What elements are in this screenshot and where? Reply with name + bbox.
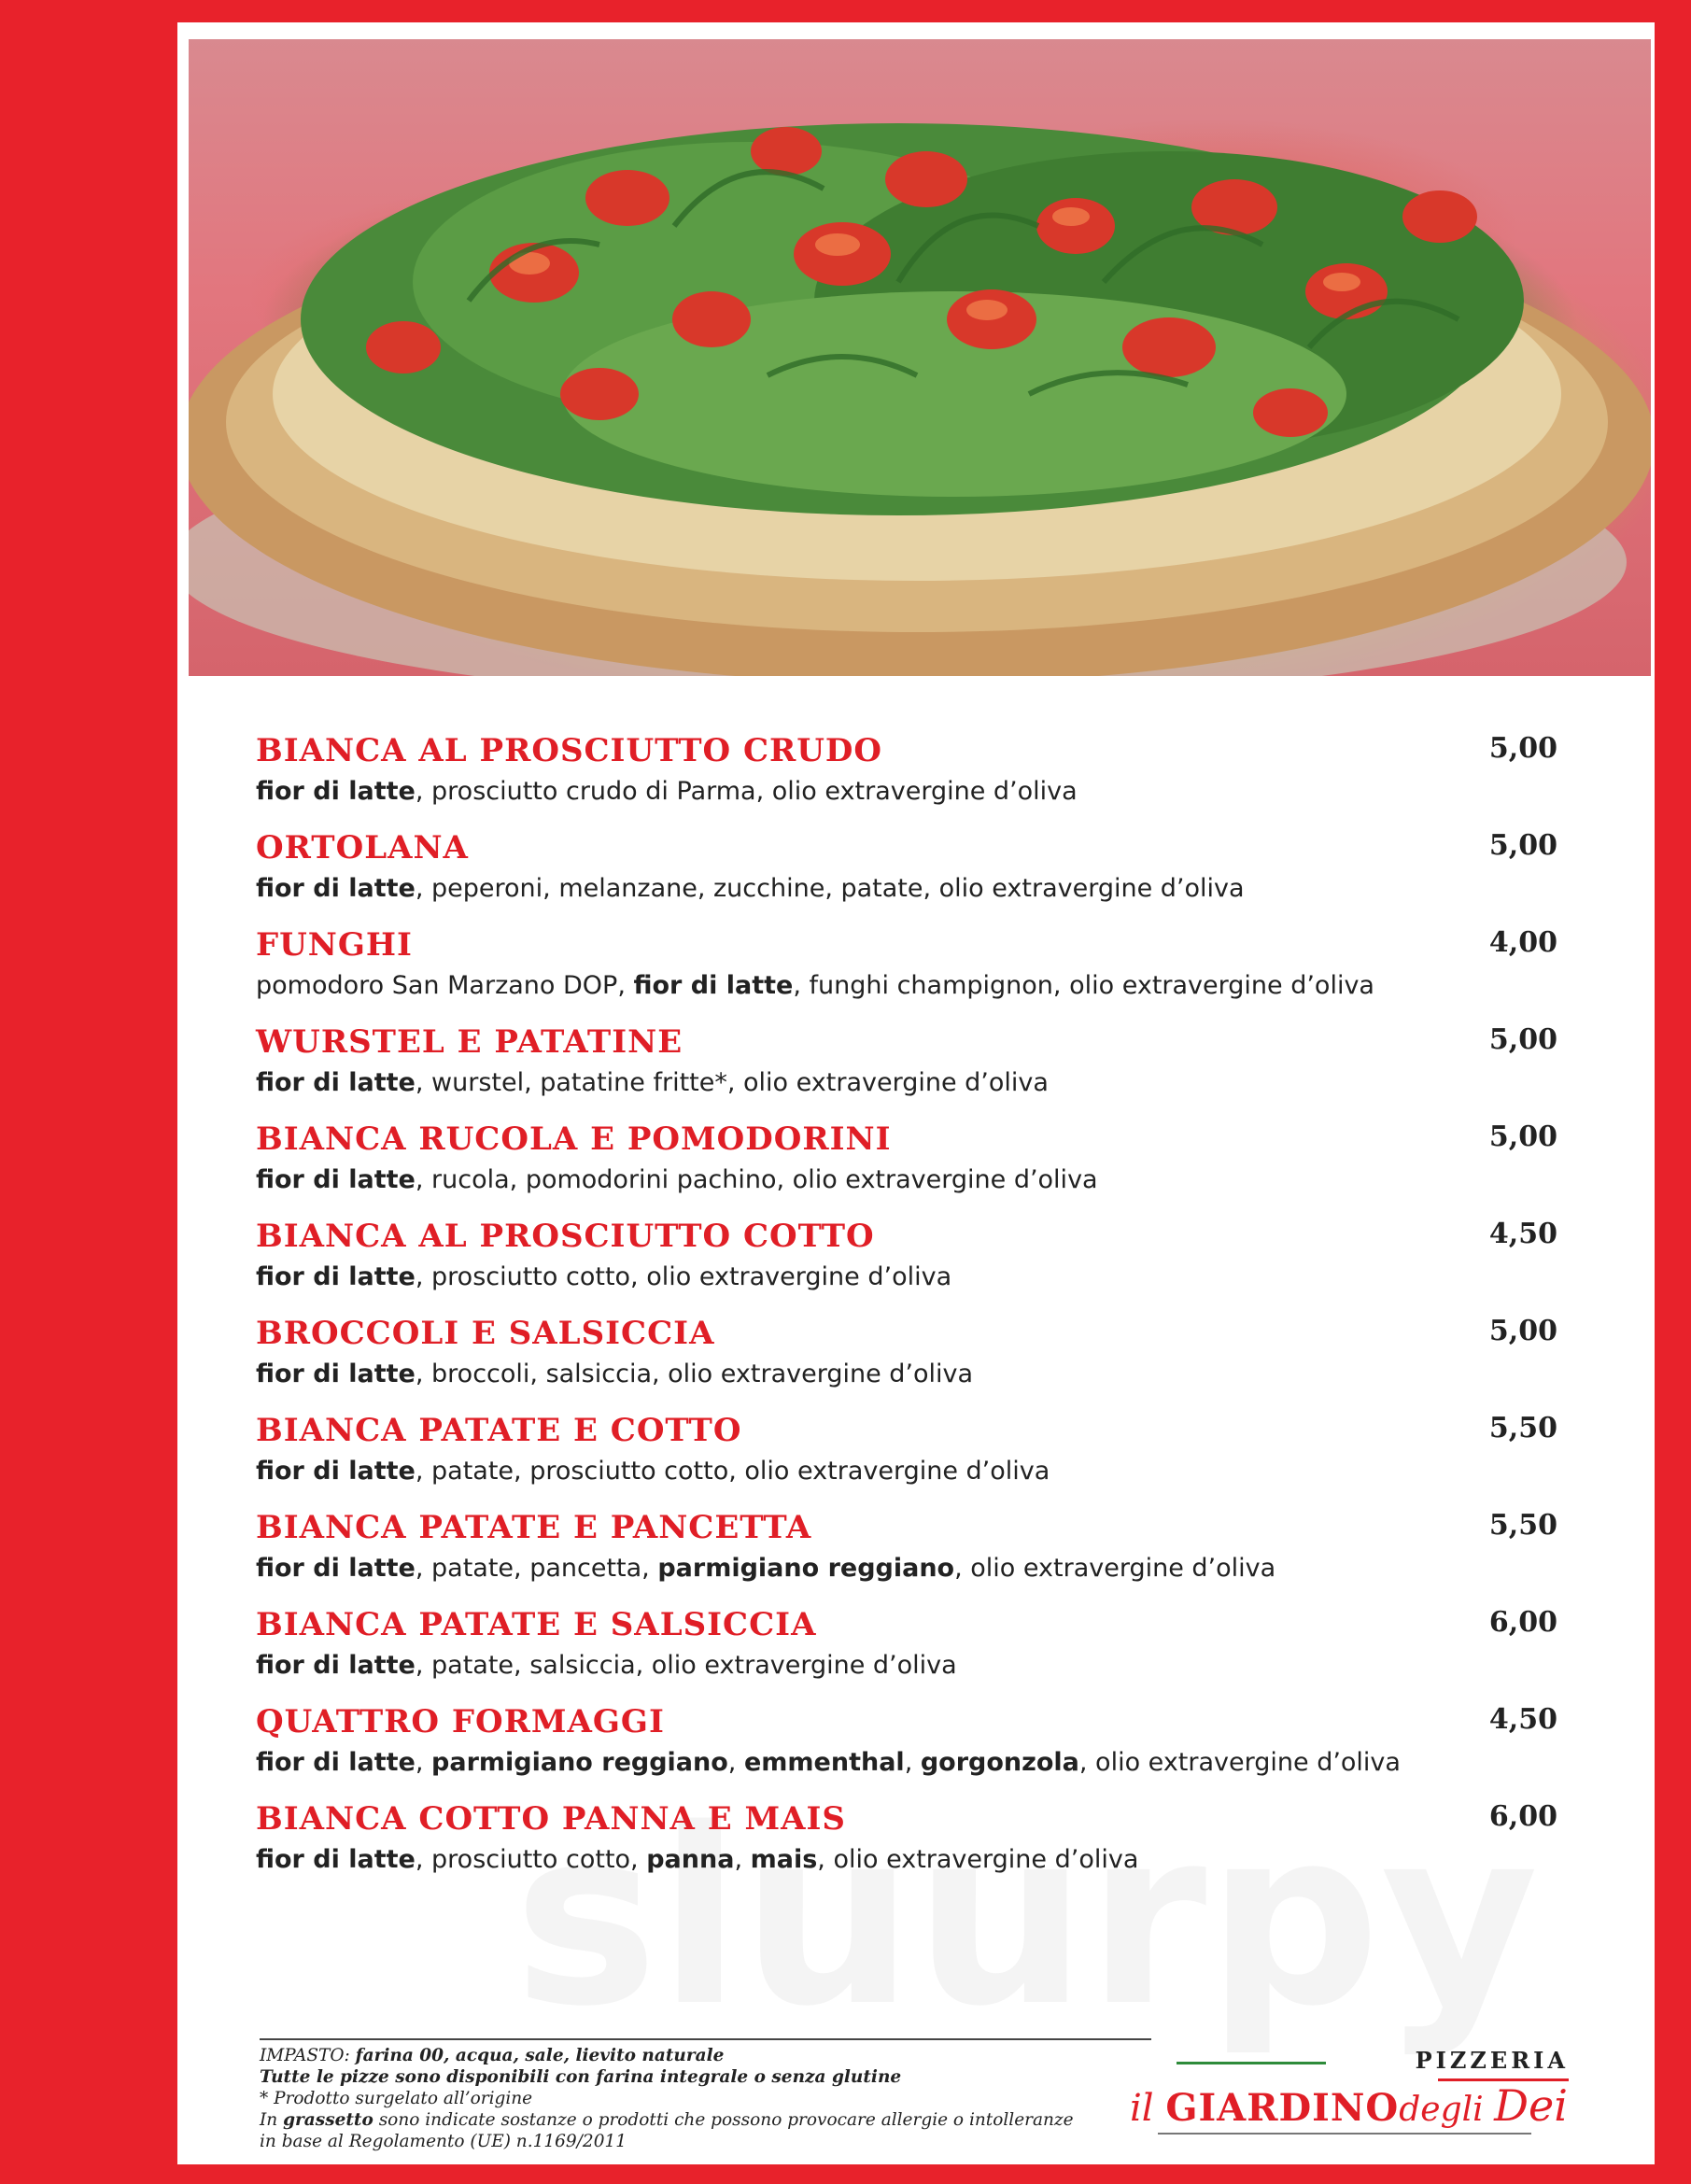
ingredient-text: , patate, salsiccia, olio extravergine d’oliva (415, 1651, 957, 1680)
allergen-ingredient: fior di latte (256, 1845, 416, 1874)
brand-underline (1158, 2133, 1531, 2135)
item-price: 5,50 (1488, 1509, 1557, 1542)
allergen-ingredient: fior di latte (256, 1554, 416, 1583)
menu-item (256, 1606, 1595, 1703)
item-name: BROCCOLI E SALSICCIA (256, 1315, 715, 1352)
item-description (256, 1262, 951, 1291)
allergen-ingredient: fior di latte (256, 1262, 416, 1291)
brand-green-line (1177, 2062, 1326, 2064)
pizza-photo (189, 39, 1651, 676)
ingredient-text: , peperoni, melanzane, zucchine, patate, olio extravergine d’oliva (415, 874, 1245, 903)
item-description (256, 1457, 1050, 1486)
item-name: FUNGHI (256, 926, 413, 964)
allergen-ingredient: fior di latte (633, 971, 794, 1000)
item-price: 6,00 (1488, 1606, 1557, 1639)
ingredient-text: , rucola, pomodorini pachino, olio extravergine d’oliva (415, 1165, 1098, 1194)
footer-notes (260, 2045, 1193, 2152)
item-description (256, 1651, 957, 1680)
item-price: 4,50 (1488, 1218, 1557, 1250)
menu-item (256, 1509, 1595, 1606)
allergen-ingredient: fior di latte (256, 1651, 416, 1680)
impasto-note (260, 2045, 1193, 2066)
item-price: 5,00 (1488, 1023, 1557, 1056)
ingredient-text: pomodoro San Marzano DOP, (256, 971, 634, 1000)
allergen-pre: In (260, 2110, 284, 2130)
allergen-ingredient: fior di latte (256, 1748, 416, 1777)
item-price: 6,00 (1488, 1800, 1557, 1833)
allergen-ingredient: parmigiano reggiano (431, 1748, 728, 1777)
allergen-bold: grassetto (283, 2110, 373, 2130)
item-price: 5,50 (1488, 1412, 1557, 1444)
item-description (256, 1165, 1098, 1194)
brand-logo (1130, 2021, 1597, 2142)
gluten-note: Tutte le pizze sono disponibili con farina integrale o senza glutine (260, 2067, 902, 2087)
item-description (256, 971, 1374, 1000)
item-description (256, 1845, 1138, 1874)
ingredient-text: , olio extravergine d’oliva (817, 1845, 1139, 1874)
item-price: 5,00 (1488, 732, 1557, 765)
impasto-value: farina 00, acqua, sale, lievito naturale (355, 2046, 725, 2065)
menu-item (256, 1218, 1595, 1315)
ingredient-text: , prosciutto crudo di Parma, olio extravergine d’oliva (415, 777, 1078, 806)
item-name: ORTOLANA (256, 829, 469, 867)
allergen-ingredient: parmigiano reggiano (657, 1554, 955, 1583)
item-name: BIANCA COTTO PANNA E MAIS (256, 1800, 846, 1838)
brand-dei: Dei (1494, 2080, 1568, 2131)
ingredient-text: , patate, pancetta, (415, 1554, 658, 1583)
brand-giardino: GIARDINO (1165, 2086, 1400, 2130)
brand-pizzeria: PIZZERIA (1415, 2047, 1569, 2074)
regulation-note: in base al Regolamento (UE) n.1169/2011 (260, 2132, 627, 2151)
item-name: WURSTEL E PATATINE (256, 1023, 683, 1061)
ingredient-text: , prosciutto cotto, (415, 1845, 647, 1874)
brand-il: il (1130, 2087, 1166, 2130)
allergen-post: sono indicate sostanze o prodotti che possono provocare allergie o intolleranze (373, 2110, 1074, 2130)
item-price: 4,50 (1488, 1703, 1557, 1736)
allergen-ingredient: gorgonzola (920, 1748, 1079, 1777)
item-price: 5,00 (1488, 1315, 1557, 1347)
item-description (256, 1360, 973, 1388)
allergen-ingredient: fior di latte (256, 1068, 416, 1097)
ingredient-text: , (904, 1748, 921, 1777)
item-name: BIANCA PATATE E COTTO (256, 1412, 742, 1449)
brand-degli: degli (1399, 2091, 1495, 2129)
menu-item (256, 1315, 1595, 1412)
item-name: BIANCA RUCOLA E POMODORINI (256, 1120, 892, 1158)
menu-item (256, 1023, 1595, 1120)
menu-item (256, 1120, 1595, 1218)
frozen-note: * Prodotto surgelato all’origine (260, 2089, 533, 2108)
allergen-ingredient: emmenthal (743, 1748, 905, 1777)
ingredient-text: , (734, 1845, 751, 1874)
brand-name (1130, 2080, 1568, 2131)
ingredient-text: , (415, 1748, 432, 1777)
item-name: BIANCA AL PROSCIUTTO COTTO (256, 1218, 875, 1255)
ingredient-text: , patate, prosciutto cotto, olio extravergine d’oliva (415, 1457, 1050, 1486)
ingredient-text: , olio extravergine d’oliva (1078, 1748, 1401, 1777)
ingredient-text: , wurstel, patatine fritte*, olio extravergine d’oliva (415, 1068, 1049, 1097)
menu-page (177, 22, 1655, 2164)
item-name: QUATTRO FORMAGGI (256, 1703, 665, 1740)
footer-divider (260, 2038, 1151, 2040)
menu-item (256, 829, 1595, 926)
item-name: BIANCA PATATE E PANCETTA (256, 1509, 812, 1546)
item-price: 4,00 (1488, 926, 1557, 959)
item-price: 5,00 (1488, 1120, 1557, 1153)
ingredient-text: , (727, 1748, 744, 1777)
allergen-ingredient: fior di latte (256, 874, 416, 903)
item-name: BIANCA AL PROSCIUTTO CRUDO (256, 732, 883, 769)
allergen-ingredient: fior di latte (256, 1457, 416, 1486)
item-description (256, 777, 1078, 806)
ingredient-text: , funghi champignon, olio extravergine d’oliva (793, 971, 1374, 1000)
item-price: 5,00 (1488, 829, 1557, 862)
item-description (256, 1554, 1275, 1583)
menu-item (256, 1412, 1595, 1509)
menu-list (256, 732, 1595, 1897)
allergen-ingredient: fior di latte (256, 1165, 416, 1194)
impasto-label: IMPASTO: (260, 2046, 356, 2065)
menu-item (256, 732, 1595, 829)
menu-item (256, 1800, 1595, 1897)
allergen-ingredient: fior di latte (256, 1360, 416, 1388)
allergen-ingredient: fior di latte (256, 777, 416, 806)
menu-item (256, 926, 1595, 1023)
allergen-note (260, 2109, 1193, 2131)
ingredient-text: , broccoli, salsiccia, olio extravergine d’oliva (415, 1360, 974, 1388)
item-name: BIANCA PATATE E SALSICCIA (256, 1606, 817, 1643)
ingredient-text: , olio extravergine d’oliva (954, 1554, 1276, 1583)
item-description (256, 1068, 1049, 1097)
pizza-illustration (189, 39, 1651, 676)
ingredient-text: , prosciutto cotto, olio extravergine d’oliva (415, 1262, 952, 1291)
menu-item (256, 1703, 1595, 1800)
allergen-ingredient: mais (750, 1845, 818, 1874)
allergen-ingredient: panna (646, 1845, 735, 1874)
item-description (256, 874, 1245, 903)
item-description (256, 1748, 1401, 1777)
